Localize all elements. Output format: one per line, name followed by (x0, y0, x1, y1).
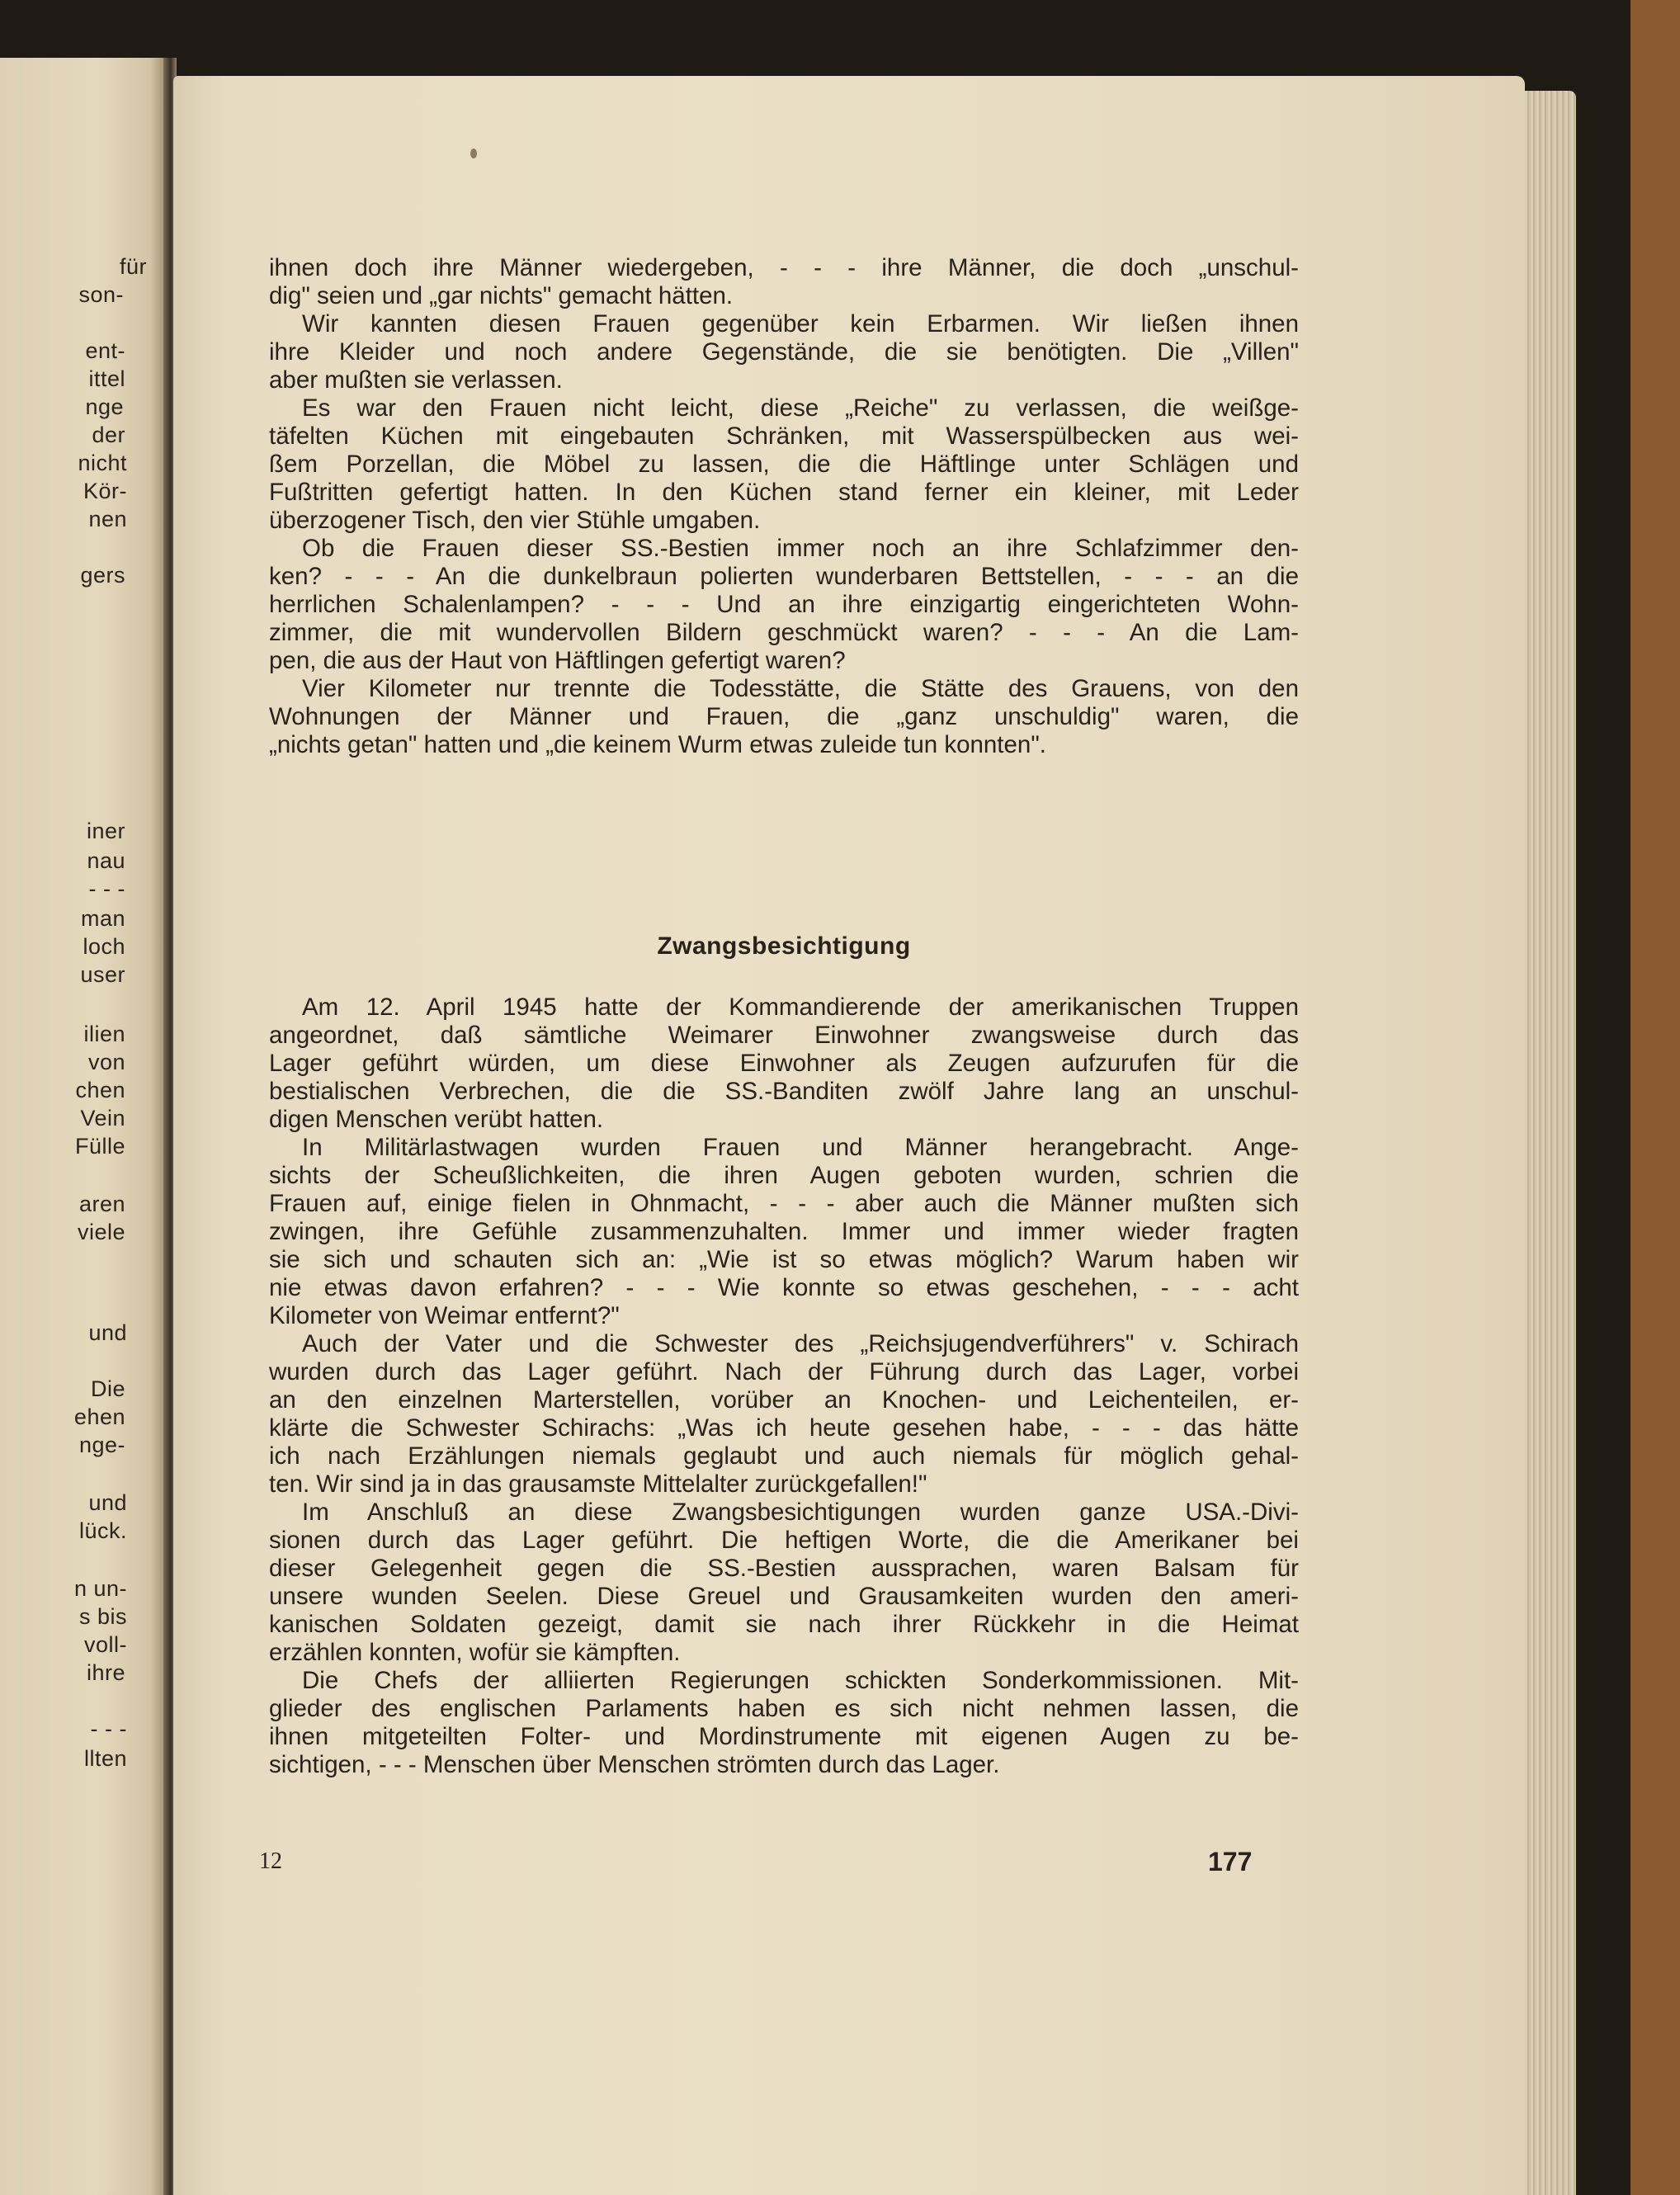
text-line: herrlichen Schalenlampen? - - - Und an ihre einzigartig eingerichteten Wohn- (269, 591, 1299, 618)
text-line: „nichts getan" hatten und „die keinem Wurm etwas zuleide tun konnten". (269, 731, 1046, 758)
text-line: Fußtritten gefertigt hatten. In den Küchen stand ferner ein kleiner, mit Leder (269, 479, 1299, 506)
first-section-text (269, 254, 1299, 759)
text-line: Es war den Frauen nicht leicht, diese „Reiche" zu verlassen, die weißge- (302, 394, 1299, 422)
left-fragment: chen (75, 1078, 125, 1102)
left-fragment: son- (78, 282, 124, 307)
left-fragment: s bis (78, 1604, 127, 1629)
text-line: sichtigen, - - - Menschen über Menschen strömten durch das Lager. (269, 1751, 1000, 1778)
text-line: an den einzelnen Marterstellen, vorüber an Knochen- und Leichenteilen, er- (269, 1386, 1299, 1414)
right-page (173, 76, 1525, 2195)
left-fragment: gers (80, 563, 125, 588)
left-fragment: ent- (85, 338, 125, 363)
left-fragment: llten (83, 1746, 127, 1771)
left-fragment: Vein (80, 1106, 125, 1131)
left-fragment: und (88, 1320, 127, 1345)
left-fragment: Die (90, 1376, 125, 1401)
text-line: zimmer, die mit wundervollen Bildern geschmückt waren? - - - An die Lam- (269, 619, 1299, 646)
page-stain (470, 149, 477, 158)
text-line: Kilometer von Weimar entfernt?" (269, 1302, 620, 1329)
text-line: klärte die Schwester Schirachs: „Was ich heute gesehen habe, - - - das hätte (269, 1414, 1299, 1442)
text-line: digen Menschen verübt hatten. (269, 1106, 604, 1133)
text-line: sie sich und schauten sich an: „Wie ist so etwas möglich? Warum haben wir (269, 1246, 1299, 1273)
left-fragment: man (80, 906, 125, 931)
text-line: Wohnungen der Männer und Frauen, die „ganz unschuldig" waren, die (269, 703, 1299, 730)
text-line: überzogener Tisch, den vier Stühle umgaben. (269, 507, 761, 534)
text-line: pen, die aus der Haut von Häftlingen gefertigt waren? (269, 647, 846, 674)
left-fragment: von (87, 1050, 125, 1074)
text-line: sionen durch das Lager geführt. Die heftigen Worte, die die Amerikaner bei (269, 1527, 1299, 1554)
second-section-text (269, 994, 1299, 1779)
text-line: Frauen auf, einige fielen in Ohnmacht, - - - aber auch die Männer mußten sich (269, 1190, 1299, 1217)
text-line: unsere wunden Seelen. Diese Greuel und Grausamkeiten wurden den ameri- (269, 1583, 1299, 1610)
left-fragment: nau (87, 848, 125, 873)
page-edges (1518, 91, 1576, 2195)
text-line: ten. Wir sind ja in das grausamste Mittelalter zurückgefallen!" (269, 1470, 927, 1498)
section-heading: Zwangsbesichtigung (657, 932, 911, 960)
left-fragment: - - - (90, 1716, 127, 1741)
left-fragment: - - - (88, 876, 125, 901)
text-line: ihnen doch ihre Männer wiedergeben, - - - ihre Männer, die doch „unschul- (269, 254, 1299, 281)
text-line: Lager geführt würden, um diese Einwohner als Zeugen aufzurufen für die (269, 1050, 1299, 1077)
scan-border-strip (1630, 0, 1680, 2195)
text-line: bestialischen Verbrechen, die die SS.-Banditen zwölf Jahre lang an unschul- (269, 1078, 1299, 1105)
left-fragment: loch (83, 934, 125, 959)
left-fragment: Kör- (83, 479, 127, 503)
text-line: Wir kannten diesen Frauen gegenüber kein Erbarmen. Wir ließen ihnen (302, 310, 1299, 338)
left-fragment: ehen (73, 1404, 125, 1429)
text-line: nie etwas davon erfahren? - - - Wie konnte so etwas geschehen, - - - acht (269, 1274, 1299, 1301)
text-line: sichts der Scheußlichkeiten, die ihren Augen geboten wurden, schrien die (269, 1162, 1299, 1189)
left-fragment: voll- (83, 1632, 127, 1657)
text-line: wurden durch das Lager geführt. Nach der Führung durch das Lager, vorbei (269, 1358, 1299, 1385)
left-fragment: Fülle (74, 1134, 125, 1159)
text-line: angeordnet, daß sämtliche Weimarer Einwohner zwangsweise durch das (269, 1022, 1299, 1049)
left-fragment: nen (88, 507, 127, 531)
text-line: dig" seien und „gar nichts" gemacht hätten. (269, 282, 734, 309)
text-line: Im Anschluß an diese Zwangsbesichtigungen wurden ganze USA.-Divi- (302, 1499, 1299, 1526)
text-line: Ob die Frauen dieser SS.-Bestien immer noch an ihre Schlafzimmer den- (302, 535, 1299, 562)
left-fragment: für (119, 254, 147, 279)
left-fragment: viele (77, 1220, 125, 1244)
left-fragment: ilien (83, 1022, 125, 1046)
text-line: glieder des englischen Parlaments haben es sich nicht nehmen lassen, die (269, 1695, 1299, 1722)
left-fragment: n un- (73, 1576, 127, 1601)
text-line: dieser Gelegenheit gegen die SS.-Bestien aussprachen, waren Balsam für (269, 1555, 1299, 1582)
left-fragment: nicht (78, 451, 127, 475)
left-fragment: iner (86, 819, 125, 843)
text-line: ßem Porzellan, die Möbel zu lassen, die die Häftlinge unter Schlägen und (269, 451, 1299, 478)
left-fragment: aren (78, 1192, 125, 1216)
text-line: ihnen mitgeteilten Folter- und Mordinstrumente mit eigenen Augen zu be- (269, 1723, 1299, 1750)
left-fragment: nge- (78, 1433, 125, 1457)
text-line: Am 12. April 1945 hatte der Kommandierende der amerikanischen Truppen (302, 994, 1299, 1021)
text-line: ihre Kleider und noch andere Gegenstände, die sie benötigten. Die „Villen" (269, 338, 1299, 366)
left-fragment: ittel (88, 366, 125, 391)
left-fragment: nge (85, 394, 124, 419)
text-line: erzählen konnten, wofür sie kämpften. (269, 1639, 681, 1666)
page-number: 177 (1208, 1847, 1253, 1876)
text-line: Auch der Vater und die Schwester des „Reichsjugendverführers" v. Schirach (302, 1330, 1299, 1357)
left-fragment: lück. (78, 1518, 127, 1543)
left-fragment: und (88, 1490, 127, 1515)
text-line: Die Chefs der alliierten Regierungen schickten Sonderkommissionen. Mit- (302, 1667, 1299, 1694)
text-line: In Militärlastwagen wurden Frauen und Männer herangebracht. Ange- (302, 1134, 1299, 1161)
left-fragment: der (92, 422, 125, 447)
text-line: Vier Kilometer nur trennte die Todesstätte, die Stätte des Grauens, von den (302, 675, 1299, 702)
left-fragment: ihre (86, 1660, 125, 1685)
text-line: täfelten Küchen mit eingebauten Schränken, mit Wasserspülbecken aus wei- (269, 422, 1299, 450)
left-fragment: user (80, 962, 125, 987)
text-line: ich nach Erzählungen niemals geglaubt und auch niemals für möglich gehal- (269, 1442, 1299, 1470)
signature-mark: 12 (259, 1848, 282, 1874)
left-page (0, 58, 163, 2195)
text-line: ken? - - - An die dunkelbraun polierten wunderbaren Bettstellen, - - - an die (269, 563, 1299, 590)
text-line: kanischen Soldaten gezeigt, damit sie nach ihrer Rückkehr in die Heimat (269, 1611, 1299, 1638)
text-line: aber mußten sie verlassen. (269, 366, 563, 394)
text-line: zwingen, ihre Gefühle zusammenzuhalten. Immer und immer wieder fragten (269, 1218, 1299, 1245)
